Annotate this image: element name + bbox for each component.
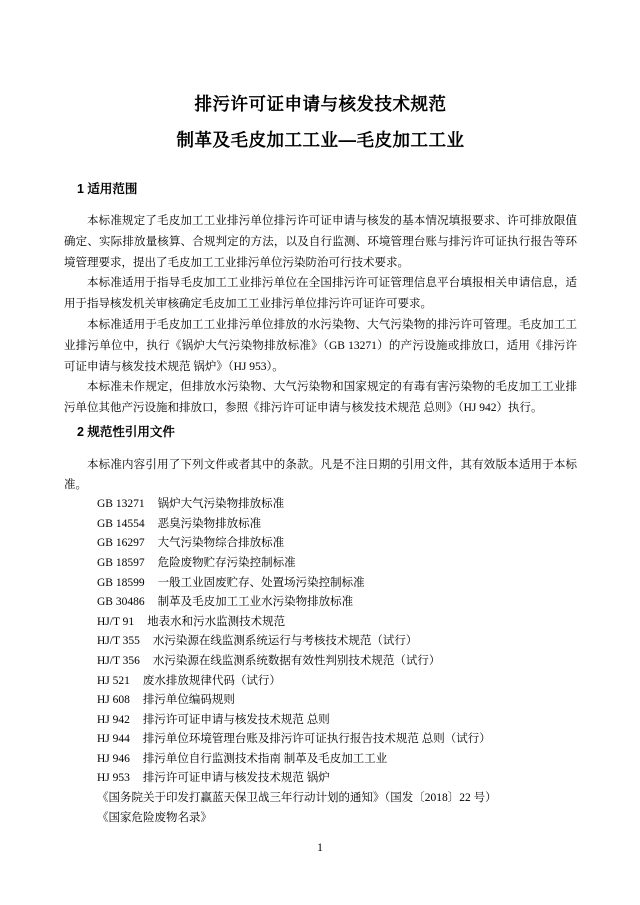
reference-item: [64, 554, 577, 574]
reference-code: GB 30486: [97, 596, 145, 609]
document-title-line1: 排污许可证申请与核发技术规范: [194, 94, 447, 114]
reference-item: [64, 534, 577, 554]
reference-title: 地表水和污水监测技术规范: [147, 615, 286, 628]
reference-code: HJ/T 355: [97, 635, 140, 648]
page-number: 1: [317, 842, 323, 854]
reference-title: 废水排放规律代码（试行）: [142, 674, 281, 687]
reference-item: [64, 593, 577, 613]
reference-title: 制革及毛皮加工工业水污染物排放标准: [157, 596, 354, 609]
reference-title: 排污单位编码规则: [142, 694, 235, 707]
reference-item: [64, 730, 577, 750]
reference-title: 排污许可证申请与核发技术规范 锅炉: [142, 772, 330, 785]
reference-list: [64, 495, 577, 828]
reference-title: 大气污染物综合排放标准: [157, 537, 285, 550]
reference-item: [64, 711, 577, 731]
reference-title: 水污染源在线监测系统数据有效性判别技术规范（试行）: [152, 654, 441, 667]
reference-item: [64, 574, 577, 594]
section-1-paragraph: 本标准未作规定，但排放水污染物、大气污染物和国家规定的有毒有害污染物的毛皮加工工业排污单位其他产污设施和排放口，参照《排污许可证申请与核发技术规范 总则》（HJ 942）执行。: [64, 381, 577, 415]
section-1-paragraph: 本标准适用于毛皮加工工业排污单位排放的水污染物、大气污染物的排污许可管理。毛皮加工工业排污单位中，执行《锅炉大气污染物排放标准》（GB 13271）的产污设施或排放口，适用《排污许可证申请与核发技术规范 锅炉》（HJ 953）。: [64, 318, 577, 373]
reference-item: [64, 495, 577, 515]
reference-code: HJ 953: [97, 772, 130, 785]
section-2-heading: 2 规范性引用文件: [77, 424, 175, 439]
section-2-intro: 本标准内容引用了下列文件或者其中的条款。凡是不注日期的引用文件，其有效版本适用于本标准。: [64, 458, 577, 491]
section-1-heading: 1 适用范围: [77, 182, 138, 196]
reference-title: 危险废物贮存污染控制标准: [157, 556, 296, 569]
reference-item: [64, 613, 577, 633]
reference-item: [64, 769, 577, 789]
reference-code: GB 13271: [97, 498, 145, 511]
reference-item: [64, 652, 577, 672]
section-1-paragraph: 本标准适用于指导毛皮加工工业排污单位在全国排污许可证管理信息平台填报相关申请信息，适用于指导核发机关审核确定毛皮加工工业排污单位排污许可证许可要求。: [64, 277, 577, 311]
reference-code: GB 14554: [97, 517, 145, 530]
reference-code: GB 18599: [97, 576, 145, 589]
reference-code: HJ 944: [97, 733, 130, 746]
reference-title: 排污许可证申请与核发技术规范 总则: [142, 713, 330, 726]
document-title-line2: 制革及毛皮加工工业—毛皮加工工业: [176, 130, 465, 150]
reference-code: HJ 942: [97, 713, 130, 726]
reference-title: 《国家危险废物名录》: [97, 811, 212, 824]
reference-title: 恶臭污染物排放标准: [157, 517, 262, 530]
reference-item: [64, 750, 577, 770]
reference-code: HJ 946: [97, 752, 130, 765]
reference-title: 一般工业固废贮存、处置场污染控制标准: [157, 576, 365, 589]
reference-code: HJ/T 356: [97, 654, 140, 667]
reference-title: 水污染源在线监测系统运行与考核技术规范（试行）: [152, 635, 418, 648]
reference-title: 《国务院关于印发打赢蓝天保卫战三年行动计划的通知》（国发〔2018〕22 号）: [97, 792, 497, 805]
reference-item: [64, 789, 577, 809]
reference-code: HJ 521: [97, 674, 130, 687]
reference-item: [64, 691, 577, 711]
section-1-paragraph: 本标准规定了毛皮加工工业排污单位排污许可证申请与核发的基本情况填报要求、许可排放限值确定、实际排放量核算、合规判定的方法，以及自行监测、环境管理台账与排污许可证执行报告等环境管理要求，提出了毛皮加工工业排污单位污染防治可行技术要求。: [64, 215, 577, 269]
reference-title: 锅炉大气污染物排放标准: [157, 498, 285, 511]
reference-item: [64, 632, 577, 652]
reference-item: [64, 672, 577, 692]
reference-item: [64, 515, 577, 535]
reference-title: 排污单位环境管理台账及排污许可证执行报告技术规范 总则（试行）: [142, 733, 491, 746]
reference-title: 排污单位自行监测技术指南 制革及毛皮加工工业: [142, 752, 388, 765]
reference-code: GB 16297: [97, 537, 145, 550]
reference-code: HJ/T 91: [97, 615, 135, 628]
reference-code: HJ 608: [97, 694, 130, 707]
reference-item: [64, 809, 577, 829]
reference-code: GB 18597: [97, 556, 145, 569]
